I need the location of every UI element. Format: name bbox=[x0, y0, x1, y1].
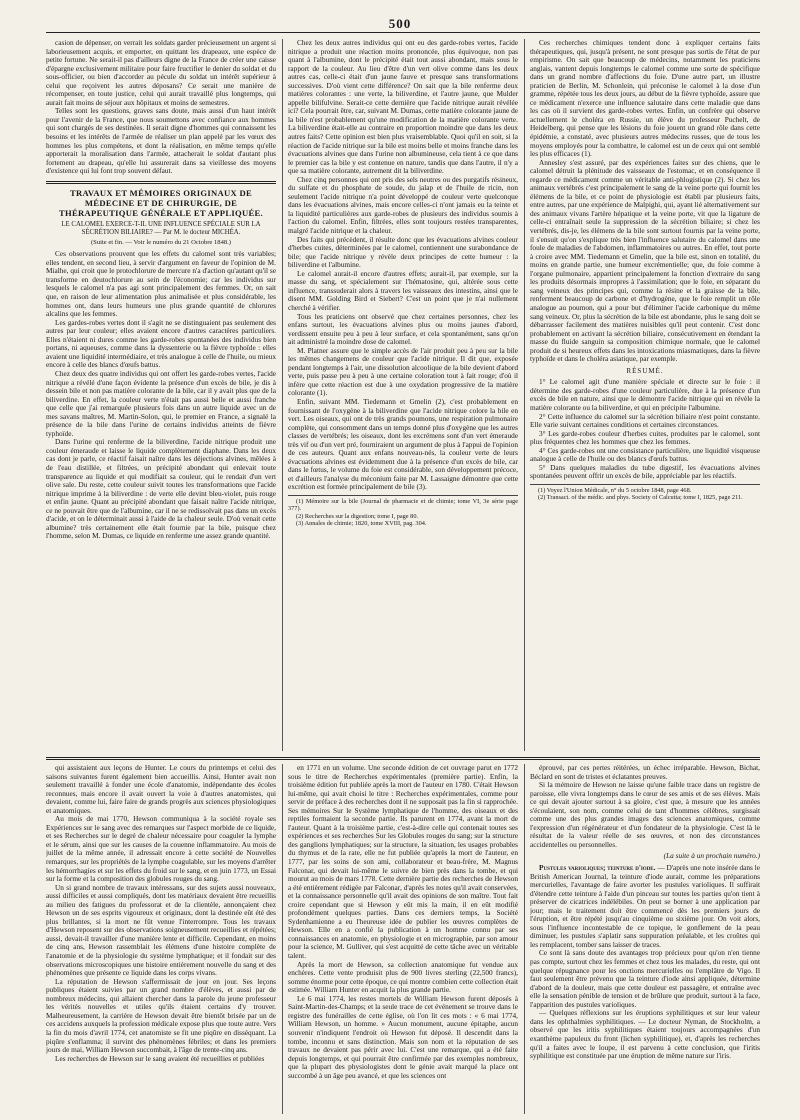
feuilleton-rule bbox=[46, 757, 760, 760]
paragraph: Ces observations prouvent que les effets du calomel sont très variables; elles tendent, en second lieu, à servir d'argument en faveur de l'opinion de M. Mialhe, qui croit que le protochlorure de mercure n'a d'action qu'autant qu'il se transforme en deutochlorure au sein de l'économie; car les individus sur lesquels le calomel n'a pas agi sont principalement des femmes. Or, on sait que, en raison de leur alimentation plus animalisée et plus considérable, les hommes ont, dans leurs humeurs une plus grande quantité de chlorures alcalins que les femmes. bbox=[46, 249, 276, 319]
resume-item: 5° Dans quelques maladies du tube digestif, les évacuations alvines spontanées peuvent offrir un excès de bile, appréciable par les réactifs. bbox=[530, 462, 760, 481]
paragraph: qui assistaient aux leçons de Hunter. Le cours du printemps et celui des saisons suivantes furent également bien accueillis. Ainsi, Hunter avait non seulement travaillé à fonder une école d'anatomie, indépendante des écoles reconnues, mais encore il avait ouvert la voie à d'autres anatomistes, qui devaient, comme lui, faire faire de grands progrès aux sciences physiologiques et anatomiques. bbox=[46, 764, 276, 815]
column-divider bbox=[282, 764, 283, 1114]
paragraph: Après la mort de Hewson, sa collection anatomique fut vendue aux enchères. Cette vente produisit plus de 900 livres sterling (22,500 francs), somme énorme pour cette époque, ce qui montre combien cette collection était estimée. William Hunter en acquit la plus grande partie. bbox=[288, 959, 518, 995]
paragraph bbox=[530, 864, 760, 949]
paragraph: Annesley s'est assuré, par des expériences faites sur des chiens, que le calomel détruit la plénitude des vaisseaux de l'estomac, et en conséquence il regarde ce médicament comme un véritable anti-phlogistique (2). Si chez les animaux vertébrés c'est principalement le sang de la veine porte qui fournit les élémens de la bile, et ce point de physiologie est établi par plusieurs faits, entre autres, par une expérience de Malpighi, qui, ayant lié alternativement sur des animaux vivans l'artère hépatique et la veine porte, vit que la ligature de celle-ci entraînait seule la suppression de la sécrétion biliaire; si chez les vertébrés, dis-je, les élémens de la bile sont surtout fournis par la veine porte, il s'ensuit qu'on s'explique très bien l'influence salutaire du calomel dans une foule de maladies de l'abdomen, inflammatoires ou autres. En effet, tout porte à croire avec MM. Tiedemann et Gmelin, que la bile est, sinon en totalité, du moins en grande partie, une humeur excrémentielle; que, du foie comme à l'organe pulmonaire, appartient principalement la fonction d'extraire du sang les produits désormais impropres à l'assimilation; que le foie, en séparant du sang veineux des principes qui, comme la résine et la graisse de la bile, renferment beaucoup de carbone et d'hydrogène, que le foie remplit un rôle analogue au poumon, qui a pour but d'éliminer l'acide carbonique du même sang veineux. Or, plus la sécrétion de la bile est abondante, plus le sang doit se débarrasser facilement des matières nuisibles qu'il peut contenir. C'est donc probablement en activant la sécrétion biliaire, consécutivement en étendant la masse du fluide sanguin sa composition chimique normale, que le calomel produit de si heureux effets dans les intoxications miasmatiques, dans la fièvre typhoïde et dans le choléra asiatique, par exemple. bbox=[530, 157, 760, 364]
paragraph: Chez cinq personnes qui ont pris des sels neutres ou des purgatifs résineux, du sulfate et du phosphate de soude, du jalap et de l'huile de ricin, non seulement l'acide nitrique n'a point développé de couleur verte quelconque dans les évacuations alvines, mais encore celles-ci n'ont jamais eu la teinte et la liquidité particulières aux garde-robes de plusieurs des individus soumis à l'action du calomel. Enfin, filtrées, elles sont toujours restées transparentes, malgré l'acide nitrique et la chaleur. bbox=[288, 174, 518, 236]
header-rule bbox=[46, 32, 760, 33]
resume-item: 1° Le calomel agit d'une manière spéciale et directe sur le foie : il détermine des garde-robes d'une couleur particulière, due à la présence d'un excès de bile en nature, ainsi que le démontre l'acide nitrique qui en révèle la matière colorante ou la biliverdine, et qui en précipite l'albumine. bbox=[530, 377, 760, 412]
upper-column-3 bbox=[530, 39, 760, 751]
paragraph: Des faits qui précèdent, il résulte donc que les évacuations alvines couleur d'herbes cuites, déterminées par le calomel, contiennent une surabondance de bile; que l'acide nitrique y révèle deux principes de cette humeur : la biliverdine et l'albumine. bbox=[288, 234, 518, 270]
continuation-note: (La suite à un prochain numéro.) bbox=[663, 851, 760, 861]
lower-column-3 bbox=[530, 764, 760, 1114]
paragraph: en 1771 en un volume. Une seconde édition de cet ouvrage parut en 1772 sous le titre de Recherches expérimentales (première partie). Enfin, la troisième édition fut publiée après la mort de l'auteur en 1780. C'était Hewson lui-même, qui avait choisi le titre : Recherches expérimentales, comme pour servir de préface à des recherches dont il ne supposait pas la fin si rapprochée. Ses mémoires Sur le Système lymphatique de l'homme, des oiseaux et des reptiles formaient la seconde partie. Ils parurent en 1774, avant la mort de l'auteur. Quant à la troisième partie, c'est-à-dire celle qui contenait toutes ses expériences et ses recherches Sur les Globules rouges du sang; sur la structure des ganglions lymphatiques; sur la structure, la situation, les usages probables du thymus et de la rate, elle ne fut publiée qu'après la mort de l'auteur, en 1777, par les soins de son ami, collaborateur et beau-frère, M. Magnus Falconar, qui devait lui-même le suivre de bien près dans la tombe, et qui mourut au mois de mars 1778. Cette dernière partie des recherches de Hewson a été entièrement rédigée par Falconar, d'après les notes qu'il avait conservées, et la connaissance personnelle qu'il avait des opinions de son maître. Tout fait croire cependant que si Hewson y eût mis la main, il en eût modifié profondément quelques parties. Dans ces derniers temps, la Société Sydenhamienne a eu l'heureuse idée de publier les œuvres complètes de Hewson. Elle en a confié la publication à un homme connu par ses connaissances en anatomie, en physiologie et en micrographie, par son amour pour la science, M. Gulliver, qui s'est acquitté de cette tâche avec un véritable talent. bbox=[288, 764, 518, 961]
footnote: (2) Recherches sur la digestion; tome I, page 80. bbox=[296, 512, 419, 520]
paragraph: Chez deux des quatre individus qui ont offert les garde-robes vertes, l'acide nitrique a révélé d'une façon évidente la présence d'un excès de bile, je dis à dessein bile et non pas matière colorante de la bile, car il y avait plus que de la biliverdine. En effet, la couleur verte n'était pas aussi belle et aussi franche que celle que j'ai remarquée plusieurs fois dans un autre liquide avec un de mes savans maîtres, M. Martin-Solon, qui, le premier en France, a signalé la présence de la bile dans l'urine de certains individus atteints de fièvre typhoïde. bbox=[46, 368, 276, 438]
paragraph: Ce sont là sans doute des avantages trop précieux pour qu'on n'en tienne pas compte, surtout chez les femmes et chez tous les malades, du reste, qui ont quelque répugnance pour les onctions mercurielles ou l'emplâtre de Vigo. Il faut seulement être prévenu que la teinture d'iode ainsi appliquée, détermine d'abord de la douleur, mais que cette douleur est passagère, et entraîne avec elle la sensation pénible de tension et de brûlure que produit, surtout à la face, l'apparition des pustules varioliques. bbox=[530, 948, 760, 1009]
section-heading: TRAVAUX ET MÉMOIRES ORIGINAUX DE MÉDECINE ET DE CHIRURGIE, DE THÉRAPEUTIQUE GÉNÉRALE ET APPLIQUÉE. bbox=[58, 187, 264, 218]
paragraph: casion de dépenser, on verrait les soldats garder précieusement un argent si laborieusement acquis, et emporter, en quittant les drapeaux, une espèce de petite fortune. Ne serait-il pas d'ailleurs digne de la France de créer une caisse d'épargne exclusivement militaire pour faire fructifier le denier du soldat et du sous-officier, ou bien d'accorder au pécule du soldat un intérêt supérieur à celui que reçoivent les autres déposans? Ce serait une manière de récompenser, en toute justice, celui qui aurait travaillé plus longtemps, qui aurait fait moins de séjour aux hôpitaux et moins de semestres. bbox=[46, 39, 276, 107]
lower-column-1 bbox=[46, 764, 276, 1114]
paragraph: Les gardes-robes vertes dont il s'agit ne se distinguaient pas seulement des autres par leur couleur; elles avaient encore d'autres caractères particuliers. Elles n'étaient ni dures comme les garde-robes spontanées des individus bien portans, ni aqueuses, comme dans la dyssenterie ou la fièvre typhoïde : elles avaient une liquidité intermédiaire, et très analogue à celle de l'huile, ou mieux encore à celle des blancs d'œufs battus. bbox=[46, 317, 276, 370]
footnote: (1) Mémoire sur la bile (Journal de pharmacie et de chimie; tome VI, 3e série page 377). bbox=[288, 497, 518, 513]
paragraph: Au mois de mai 1770, Hewson communiqua à la société royale ses Expériences sur le sang avec des remarques sur l'aspect morbide de ce liquide, et ses Recherches sur le degré de chaleur nécessaire pour coaguler la lymphe et le sérum, ainsi que sur les causes de la couenne inflammatoire. Au mois de juillet de la même année, il adressait encore à cette société de Nouvelles remarques, sur les propriétés de la lymphe coagulable, sur les moyens d'arrêter les hémorrhagies et sur les effets du froid sur le sang, et en juin 1773, un Essai sur la forme et la composition des globules rouges du sang. bbox=[46, 814, 276, 884]
upper-column-2 bbox=[288, 39, 518, 751]
footnote: (3) Annales de chimie; 1820, tome XVIII, pag. 304. bbox=[296, 520, 427, 528]
paragraph: Le calomel aurait-il encore d'autres effets; aurait-il, par exemple, sur la masse du sang, et spécialement sur l'hématosine, qui, altérée sous cette influence, transsuderait alors à travers les vaisseaux des intestins, ainsi que le disent MM. Golding Bird et Siebert? C'est un point que je n'ai nullement cherché à vérifier. bbox=[288, 268, 518, 312]
paragraph: Tous les praticiens ont observé que chez certaines personnes, chez les enfans surtout, les évacuations alvines plus ou moins jaunes d'abord, verdissent ensuite peu à peu à leur surface, et cela spontanément, sans qu'on ait administré la moindre dose de calomel. bbox=[288, 311, 518, 347]
article-title: LE CALOMEL EXERCE-T-IL UNE INFLUENCE SPÉCIALE SUR LA SÉCRÉTION BILIAIRE? — Par M. le docteur MICHÉA. bbox=[61, 220, 261, 236]
footnote: (2) Transact. of the médic. and phys. Society of Calcutta; tome I, 1825, page 211. bbox=[538, 494, 743, 502]
paragraph: M. Platner assure que le simple accès de l'air produit peu à peu sur la bile les mêmes changemens de couleur que l'acide nitrique. Il dit que, exposée pendant longtemps à l'air, une dissolution alcoolique de la bile devient d'abord verte, puis passe peu à peu à une certaine coloration tout à fait rouge; d'où il infère que cette réaction est due à une oxydation progressive de la matière colorante (1). bbox=[288, 345, 518, 398]
paragraph: Chez les deux autres individus qui ont eu des garde-robes vertes, l'acide nitrique a produit une réaction moins prononcée, plus équivoque, non pas quant à l'albumine, dont le précipité était tout aussi abondant, mais sous le rapport de la couleur. Au lieu d'être d'un vert olive comme dans les deux autres cas, celle-ci était d'un jaune fauve et presque sans transformations successives. D'où vient cette différence? On sait que la bile renferme deux matières colorantes : une verte, la biliverdine, et l'autre jaune, que Mulder appelle bilifulvine. Serait-ce cette dernière que l'acide nitrique aurait révélée ici? Cela pourrait être, car, suivant M. Dumas, cette matière colorante jaune de la bile n'est probablement qu'une modification de la matière colorante verte. La biliverdine était-elle au contraire en proportion moindre que dans les deux autres faits? Cette opinion est bien plus vraisemblable. Quoi qu'il en soit, si la réaction de l'acide nitrique sur la bile est moins belle et moins franche dans les évacuations alvines que dans l'urine non albumineuse, cela tient à ce que dans le premier cas la bile y est contenue en nature, tandis que dans l'autre, il n'y a que sa matière colorante, autrement dit la biliverdine. bbox=[288, 39, 518, 176]
paragraph: La réputation de Hewson s'affermissait de jour en jour. Ses leçons publiques étaient suivies par un grand nombre d'élèves, et aussi par de nombreux médecins, qui allaient chercher dans la parole du jeune professeur les vérités nouvelles et utiles qu'ils étaient certains d'y trouver. Malheureusement, la carrière de Hewson devait être bientôt brisée par un de ces accidens auxquels la profession médicale expose plus que toute autre. Vers la fin du mois d'avril 1774, cet anatomiste se fit une piqûre en disséquant. La piqûre s'enflamma; il survint des phénomènes fébriles; et dans les premiers jours de mai, William Hewson succombait, à l'âge de trente-cinq ans. bbox=[46, 976, 276, 1055]
resume-item: 2° Cette influence du calomel sur la sécrétion biliaire n'est point constante. Elle varie suivant certaines conditions et certaines circonstances. bbox=[530, 411, 760, 430]
paragraph: Un si grand nombre de travaux intéressans, sur des sujets aussi nouveaux, aussi difficiles et aussi compliqués, dont les matériaux devaient être recueillis au milieu des fatigues du professorat et de la clientèle, annonçaient chez Hewson un de ses esprits vigoureux et originaux, dont la destinée eût été des plus brillantes, si la mort ne fût venue l'interrompre. Tous les travaux d'Hewson reposent sur des observations soigneusement recueillies et répétées; aussi, devait-il travailler d'une manière lente et difficile. Cependant, en moins de cinq ans, Hewson rassemblait les élémens d'une histoire complète de l'anatomie et de la physiologie du système lymphatique; et il fondait sur des observations microscopiques une histoire entièrement nouvelle du sang et des phénomènes que présente ce liquide dans les corps vivans. bbox=[46, 882, 276, 978]
resume-item: 3° Les garde-robes couleur d'herbes cuites, produites par le calomel, sont plus fréquentes chez les hommes que chez les femmes. bbox=[530, 428, 760, 447]
paragraph-text: — D'après une note insérée dans le British American Journal, la teinture d'iode aurait, comme les préparations mercurielles, l'avantage de faire avorter les pustules varioliques. Il suffirait d'étendre cette teinture à l'aide d'un pinceau sur toutes les parties qu'on tient à préserver de cicatrices indélébiles. On peut se borner à une application par jour; mais le traitement doit être commencé dès les premiers jours de l'éruption, et être répété jusqu'au cinquième ou sixième jour. On voit alors, sous l'influence incontestable de ce topique, le gonflement de la peau diminuer, les pustules s'aplatir sans suppuration préalable, et les croûtes qui les remplacent, tomber sans laisser de traces. bbox=[530, 863, 760, 949]
resume-item: 4° Ces garde-robes ont une consistance particulière, une liquidité visqueuse analogue à celle de l'huile ou des blancs d'œufs battus. bbox=[530, 445, 760, 464]
paragraph: Les recherches de Hewson sur le sang avaient été recueillies et publiées bbox=[55, 1053, 265, 1063]
paragraph: Le 6 mai 1774, les restes mortels de William Hewson furent déposés à Saint-Martin-des-Champs; et la seule trace de cet événement se trouve dans le registre des funérailles de cette église, où l'on lit ces mots : « 6 mai 1774, William Hewson, un homme. » Aucun monument, aucune épitaphe, aucun souvenir n'indiquent l'endroit où Hewson fut déposé. Il descendit dans la tombe, inconnu et sans distinction. Mais son nom et la réputation de ses travaux ne devaient pas périr avec lui. C'est une remarque, qui a été faite depuis longtemps, et qui pourrait être confirmée par des exemples nombreux, que la plupart des physiologistes dont le génie avait marqué la place ont succombé à un âge peu avancé, et que les sciences ont bbox=[288, 993, 518, 1080]
article-subtitle: (Suite et fin. — Voir le numéro du 21 Octobre 1848.) bbox=[90, 238, 232, 246]
paragraph: — Quelques réflexions sur les éruptions syphilitiques et sur leur valeur dans les ophthalmies syphilitiques. — Le docteur Nyman, de Stockholm, a observé que les iritis syphilitiques étaient toujours accompagnées d'un exanthème papuleux du front (lichen syphilitique), et, d'après les recherches qu'il a faites avec le loupe, il est parvenu à cette conclusion, que l'iritis syphilitique est constituée par une éruption de même nature sur l'iris. bbox=[530, 1008, 760, 1061]
paragraph: éprouvé, par ces pertes réitérées, un échec irréparable. Hewson, Bichat, Béclard en sont de tristes et éclatantes preuves. bbox=[530, 764, 760, 781]
column-divider bbox=[524, 764, 525, 1114]
page-number: 500 bbox=[388, 16, 412, 31]
upper-column-1 bbox=[46, 39, 276, 751]
run-in-heading: Pustules varioliques; teinture d'iode. bbox=[539, 863, 656, 873]
footnotes bbox=[530, 484, 760, 502]
paragraph: Ces recherches chimiques tendent donc à expliquer certains faits thérapeutiques, qui, jusqu'à présent, ne sont presque pas sortis de l'état de pur empirisme. On sait que beaucoup de médecins, notamment les praticiens anglais, vantent depuis longtemps le calomel comme une sorte de spécifique dans un grand nombre d'affections du foie. D'une autre part, un illustre praticien de Berlin, M. Schonlein, qui préconise le calomel à la dose d'un gramme, répétée tous les deux jours, au début de la fièvre typhoïde, assure que ce médicament n'exerce une influence salutaire dans cette maladie que dans les cas où il survient des garde-robes vertes. Enfin, un confrère qui observe actuellement le choléra en Russie, un élève du professeur Puchelt, de Heidelberg, qui pense que les lésions du foie jouent un grand rôle dans cette épidémie, a constaté, avec plusieurs autres médecins russes, que de tous les moyens employés pour la combattre, le calomel est un de ceux qui ont semblé les plus efficaces (1). bbox=[530, 39, 760, 159]
paragraph: Si la mémoire de Hewson ne laisse qu'une faible trace dans un registre de paroisse, elle vivra longtemps dans le cœur de ses amis et de ses élèves. Mais ce qui devait ajouter surtout à sa gloire, c'est que, à mesure que les années s'écoulaient, son nom, comme celui de tant d'hommes célèbres, surgissait comme une des plus grandes images des sciences anatomiques, comme l'expression d'un régénérateur et d'un fondateur de la physiologie. C'est là le résultat de la valeur réelle de ses œuvres, et non des circonstances accidentelles ou personnelles. bbox=[530, 780, 760, 849]
footnotes bbox=[288, 495, 518, 528]
resume-heading: RÉSUMÉ. bbox=[626, 366, 664, 375]
section-separator bbox=[46, 181, 276, 184]
paragraph: Dans l'urine qui renferme de la biliverdine, l'acide nitrique produit une couleur émeraude et laisse le liquide complètement diaphane. Dans les deux cas dont je parle, ce réactif faisait naître dans les déjections alvines, mêlées à de l'eau distillée, et filtrées, un précipité abondant qui enlevait toute transparence au liquide et qui modifiait sa couleur, qui le rendait d'un vert olive sale. Du reste, cette couleur suivit toutes les transformations que l'acide nitrique imprime à la biliverdine : de verte elle devint bleu-violet, puis rouge et enfin jaune. Quant au précipité abondant que faisait naître l'acide nitrique, ce ne pouvait être que de l'albumine, car il ne se redissolvait pas dans un excès d'acide, et on le déterminait aussi à l'aide de la chaleur seule. D'où venait cette albumine? très certainement elle était fournie par la bile, puisque chez l'homme, selon M. Dumas, ce liquide en renferme une assez grande quantité. bbox=[46, 437, 276, 541]
footnote: (1) Voyez l'Union Médicale, n° du 5 octobre 1848, page 468. bbox=[538, 486, 692, 494]
paragraph: Telles sont les questions, graves sans doute, mais aussi d'un haut intérêt pour l'avenir de la France, que nous soumettons avec confiance aux hommes qui sont chargés de ses destinées. Il serait digne d'hommes qui connaissent les besoins et les intérêts de l'armée de réaliser un plan appelé par les vœux des hommes les plus compétens, et dont la réalisation, en même temps qu'elle apporterait la moralisation dans l'armée, attacherait le soldat d'autant plus fortement au drapeau, qu'elle lui assurerait dans sa vieillesse des moyens d'existence qui lui font trop souvent défaut. bbox=[46, 106, 276, 176]
paragraph: Enfin, suivant MM. Tiedemann et Gmelin (2), c'est probablement en fournissant de l'oxygène à la biliverdine que l'acide nitrique colore la bile en vert. Les oiseaux, qui ont de très grands poumons, une respiration pulmonaire complète, qui consomment dans un temps donné plus d'oxygène que les autres classes de vertébrés; les oiseaux, dont les excrémens sont d'un vert émeraude très vif ou d'un vert pré, fourniraient un argument de plus à l'appui de l'opinion de ces auteurs. Quant aux enfans nouveau-nés, la couleur verte de leurs évacuations alvines est évidemment due à la présence d'un excès de bile, car dans le fœtus, le volume du foie est considérable, son développement précoce, et d'ailleurs l'analyse du méconium faite par M. Lassaigne démontre que cette excrétion est formée principalement de bile (3). bbox=[288, 396, 518, 492]
column-divider bbox=[524, 39, 525, 751]
column-divider bbox=[282, 39, 283, 751]
lower-column-2 bbox=[288, 764, 518, 1114]
